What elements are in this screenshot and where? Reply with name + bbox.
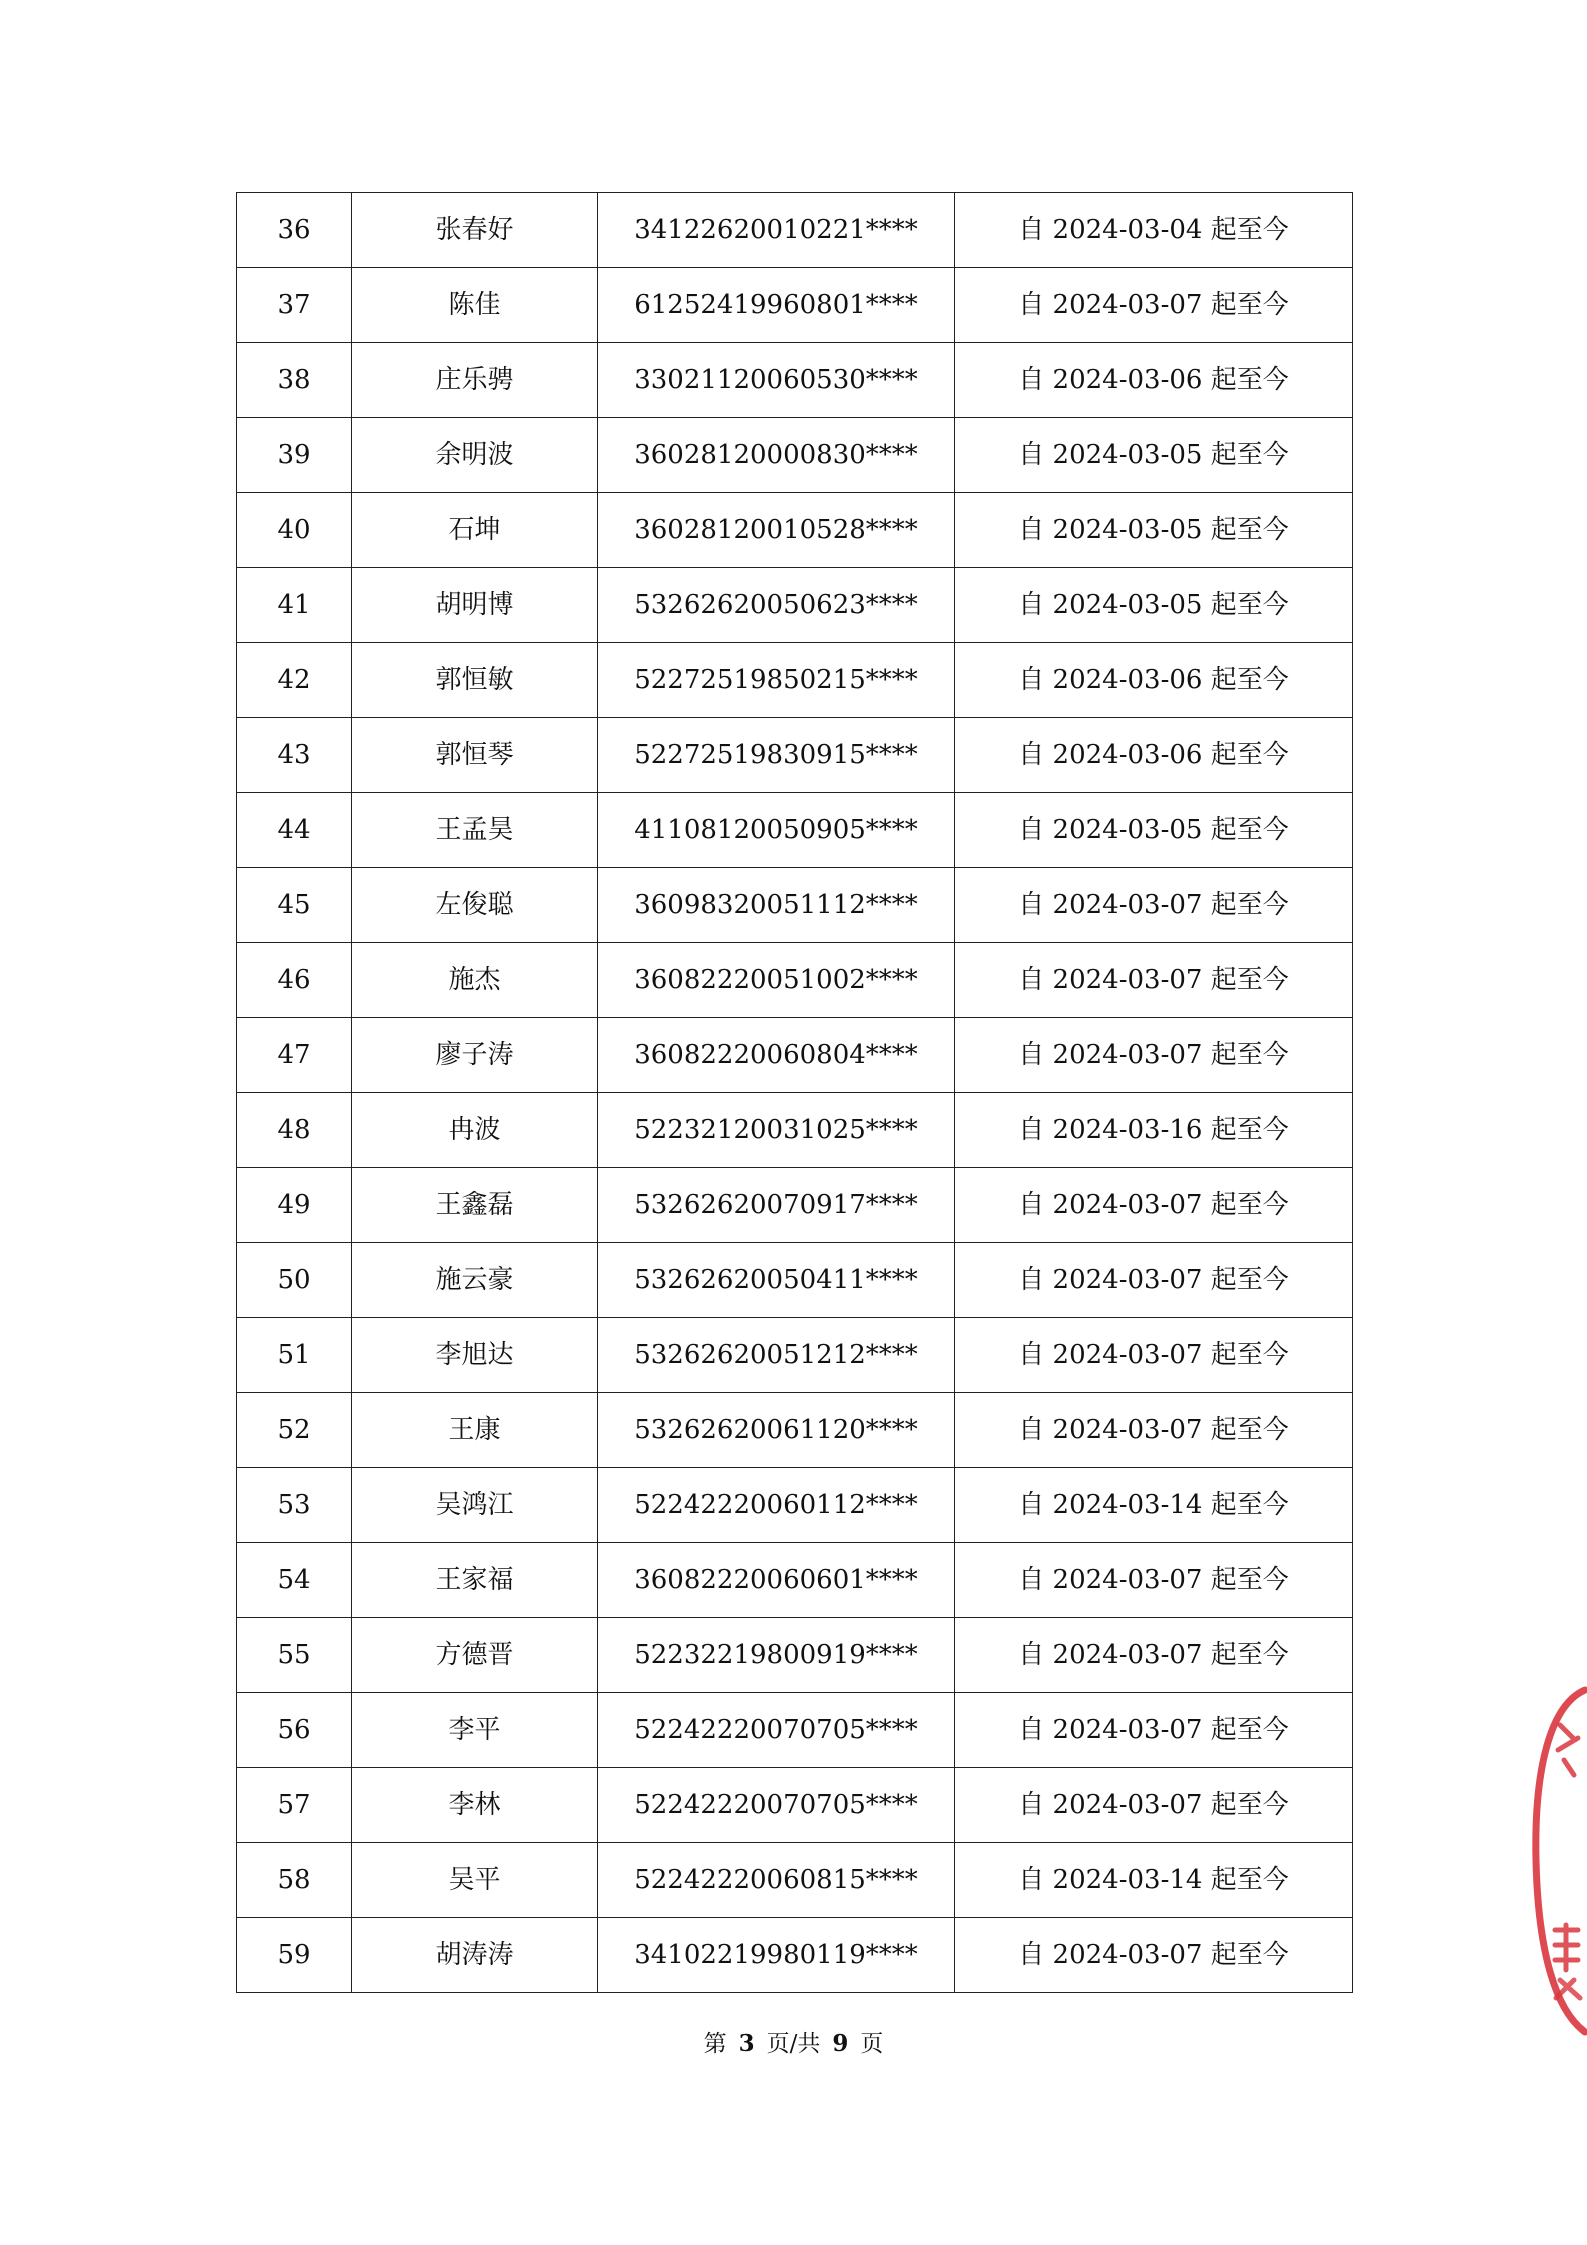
table-row (237, 1918, 1353, 1993)
name-cell: 左俊聪 (352, 868, 598, 943)
red-seal-stamp (1530, 1680, 1587, 2040)
table-row (237, 1318, 1353, 1393)
id-number-cell: 53262620070917**** (598, 1168, 955, 1243)
start-date-cell: 自 2024-03-16 起至今 (955, 1093, 1353, 1168)
id-number-cell: 53262620051212**** (598, 1318, 955, 1393)
name-cell: 吴平 (352, 1843, 598, 1918)
row-number-cell: 54 (237, 1543, 352, 1618)
start-date-cell: 自 2024-03-07 起至今 (955, 268, 1353, 343)
id-number-cell: 36098320051112**** (598, 868, 955, 943)
name-cell: 庄乐骋 (352, 343, 598, 418)
start-date-cell: 自 2024-03-14 起至今 (955, 1843, 1353, 1918)
table-row (237, 343, 1353, 418)
table-row (237, 1543, 1353, 1618)
start-date-cell: 自 2024-03-05 起至今 (955, 493, 1353, 568)
start-date-cell: 自 2024-03-07 起至今 (955, 943, 1353, 1018)
id-number-cell: 36028120000830**** (598, 418, 955, 493)
name-cell: 陈佳 (352, 268, 598, 343)
id-number-cell: 52272519830915**** (598, 718, 955, 793)
start-date-cell: 自 2024-03-07 起至今 (955, 1693, 1353, 1768)
table-row (237, 943, 1353, 1018)
start-date-cell: 自 2024-03-14 起至今 (955, 1468, 1353, 1543)
name-cell: 王家福 (352, 1543, 598, 1618)
id-number-cell: 52242220070705**** (598, 1768, 955, 1843)
row-number-cell: 57 (237, 1768, 352, 1843)
footer-suffix: 页 (860, 2031, 884, 2057)
id-number-cell: 53262620050411**** (598, 1243, 955, 1318)
id-number-cell: 52232219800919**** (598, 1618, 955, 1693)
id-number-cell: 33021120060530**** (598, 343, 955, 418)
row-number-cell: 43 (237, 718, 352, 793)
id-number-cell: 41108120050905**** (598, 793, 955, 868)
row-number-cell: 49 (237, 1168, 352, 1243)
id-number-cell: 52242220060112**** (598, 1468, 955, 1543)
start-date-cell: 自 2024-03-07 起至今 (955, 1168, 1353, 1243)
name-cell: 张春好 (352, 193, 598, 268)
start-date-cell: 自 2024-03-07 起至今 (955, 1243, 1353, 1318)
start-date-cell: 自 2024-03-07 起至今 (955, 1918, 1353, 1993)
name-cell: 王孟昊 (352, 793, 598, 868)
row-number-cell: 52 (237, 1393, 352, 1468)
start-date-cell: 自 2024-03-06 起至今 (955, 343, 1353, 418)
table-row (237, 1243, 1353, 1318)
row-number-cell: 38 (237, 343, 352, 418)
id-number-cell: 52232120031025**** (598, 1093, 955, 1168)
id-number-cell: 36082220060804**** (598, 1018, 955, 1093)
id-number-cell: 36028120010528**** (598, 493, 955, 568)
table-row (237, 1618, 1353, 1693)
id-number-cell: 52242220070705**** (598, 1693, 955, 1768)
name-cell: 李旭达 (352, 1318, 598, 1393)
id-number-cell: 52272519850215**** (598, 643, 955, 718)
row-number-cell: 58 (237, 1843, 352, 1918)
name-cell: 方德晋 (352, 1618, 598, 1693)
roster-table (236, 192, 1353, 1993)
id-number-cell: 61252419960801**** (598, 268, 955, 343)
start-date-cell: 自 2024-03-07 起至今 (955, 868, 1353, 943)
row-number-cell: 44 (237, 793, 352, 868)
start-date-cell: 自 2024-03-06 起至今 (955, 643, 1353, 718)
row-number-cell: 48 (237, 1093, 352, 1168)
id-number-cell: 36082220060601**** (598, 1543, 955, 1618)
roster-table-body (237, 193, 1353, 1993)
name-cell: 李平 (352, 1693, 598, 1768)
row-number-cell: 53 (237, 1468, 352, 1543)
name-cell: 石坤 (352, 493, 598, 568)
footer-current-page: 3 (738, 2030, 755, 2057)
row-number-cell: 40 (237, 493, 352, 568)
row-number-cell: 51 (237, 1318, 352, 1393)
name-cell: 施云豪 (352, 1243, 598, 1318)
name-cell: 吴鸿江 (352, 1468, 598, 1543)
table-row (237, 643, 1353, 718)
table-row (237, 868, 1353, 943)
name-cell: 廖子涛 (352, 1018, 598, 1093)
name-cell: 施杰 (352, 943, 598, 1018)
start-date-cell: 自 2024-03-07 起至今 (955, 1543, 1353, 1618)
row-number-cell: 39 (237, 418, 352, 493)
table-row (237, 193, 1353, 268)
start-date-cell: 自 2024-03-07 起至今 (955, 1318, 1353, 1393)
start-date-cell: 自 2024-03-05 起至今 (955, 418, 1353, 493)
table-row (237, 1018, 1353, 1093)
table-row (237, 493, 1353, 568)
table-row (237, 1468, 1353, 1543)
row-number-cell: 41 (237, 568, 352, 643)
table-row (237, 568, 1353, 643)
table-row (237, 1168, 1353, 1243)
table-row (237, 718, 1353, 793)
name-cell: 郭恒琴 (352, 718, 598, 793)
name-cell: 王康 (352, 1393, 598, 1468)
row-number-cell: 45 (237, 868, 352, 943)
name-cell: 胡涛涛 (352, 1918, 598, 1993)
row-number-cell: 59 (237, 1918, 352, 1993)
table-row (237, 1393, 1353, 1468)
footer-prefix: 第 (703, 2031, 727, 2057)
id-number-cell: 34122620010221**** (598, 193, 955, 268)
row-number-cell: 50 (237, 1243, 352, 1318)
table-row (237, 1768, 1353, 1843)
footer-middle: 页/共 (766, 2031, 821, 2057)
id-number-cell: 53262620061120**** (598, 1393, 955, 1468)
table-row (237, 1693, 1353, 1768)
start-date-cell: 自 2024-03-07 起至今 (955, 1618, 1353, 1693)
name-cell: 王鑫磊 (352, 1168, 598, 1243)
name-cell: 郭恒敏 (352, 643, 598, 718)
footer-total-pages: 9 (832, 2030, 849, 2057)
row-number-cell: 36 (237, 193, 352, 268)
id-number-cell: 36082220051002**** (598, 943, 955, 1018)
start-date-cell: 自 2024-03-07 起至今 (955, 1393, 1353, 1468)
row-number-cell: 47 (237, 1018, 352, 1093)
start-date-cell: 自 2024-03-04 起至今 (955, 193, 1353, 268)
start-date-cell: 自 2024-03-06 起至今 (955, 718, 1353, 793)
row-number-cell: 37 (237, 268, 352, 343)
start-date-cell: 自 2024-03-05 起至今 (955, 568, 1353, 643)
name-cell: 冉波 (352, 1093, 598, 1168)
row-number-cell: 42 (237, 643, 352, 718)
start-date-cell: 自 2024-03-05 起至今 (955, 793, 1353, 868)
name-cell: 胡明博 (352, 568, 598, 643)
id-number-cell: 53262620050623**** (598, 568, 955, 643)
row-number-cell: 56 (237, 1693, 352, 1768)
id-number-cell: 52242220060815**** (598, 1843, 955, 1918)
name-cell: 余明波 (352, 418, 598, 493)
start-date-cell: 自 2024-03-07 起至今 (955, 1018, 1353, 1093)
id-number-cell: 34102219980119**** (598, 1918, 955, 1993)
table-row (237, 1843, 1353, 1918)
page-footer (0, 2025, 1587, 2058)
table-row (237, 1093, 1353, 1168)
name-cell: 李林 (352, 1768, 598, 1843)
row-number-cell: 46 (237, 943, 352, 1018)
seal-graphic (1530, 1680, 1587, 2040)
table-row (237, 268, 1353, 343)
table-row (237, 418, 1353, 493)
table-row (237, 793, 1353, 868)
start-date-cell: 自 2024-03-07 起至今 (955, 1768, 1353, 1843)
row-number-cell: 55 (237, 1618, 352, 1693)
